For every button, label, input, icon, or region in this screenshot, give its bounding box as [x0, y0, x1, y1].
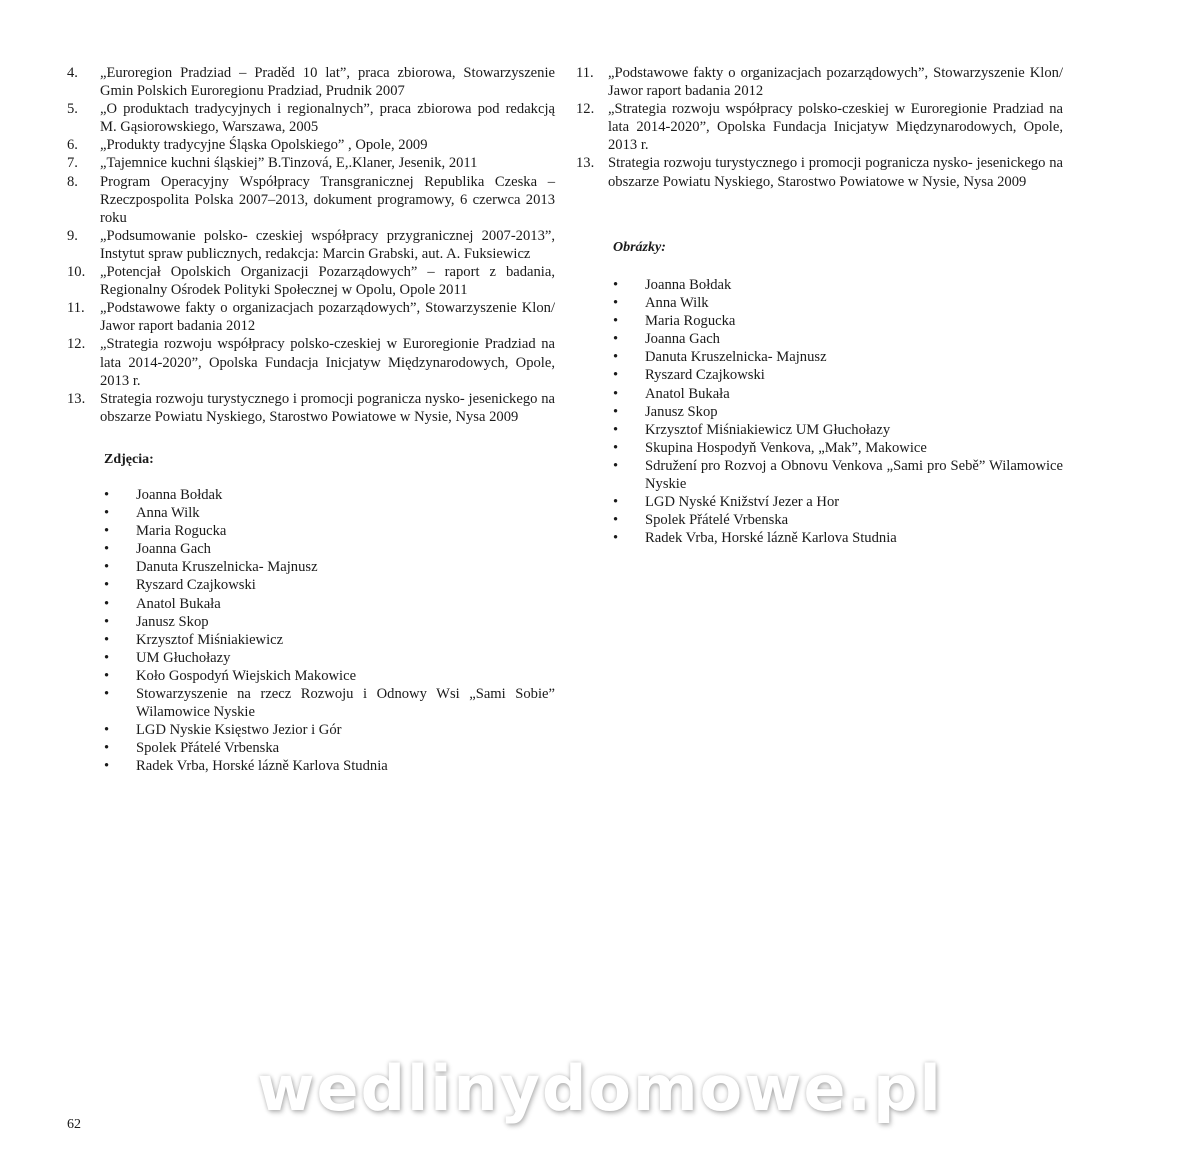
list-item — [613, 276, 1063, 294]
list-item — [104, 540, 555, 558]
bullet-icon: • — [104, 649, 110, 666]
bullet-icon: • — [613, 367, 619, 384]
list-item — [613, 330, 1063, 348]
list-item — [613, 385, 1063, 403]
list-item — [104, 595, 555, 613]
bullet-icon: • — [613, 403, 619, 420]
list-item-text: Janusz Skop — [136, 613, 209, 630]
reference-number: 6. — [67, 137, 78, 154]
list-item-text: LGD Nyské Knižství Jezer a Hor — [645, 494, 840, 511]
list-item — [613, 421, 1063, 439]
reference-item — [67, 390, 555, 426]
list-item — [104, 576, 555, 594]
reference-number: 8. — [67, 173, 78, 190]
bullet-icon: • — [613, 385, 619, 402]
reference-number: 13. — [576, 155, 595, 172]
reference-number: 4. — [67, 65, 78, 81]
list-item-text: UM Głuchołazy — [136, 649, 231, 666]
list-item — [613, 294, 1063, 312]
bullet-icon: • — [613, 295, 619, 312]
bullet-icon: • — [613, 494, 619, 511]
bullet-icon: • — [104, 505, 110, 522]
list-item-text: Joanna Bołdak — [645, 277, 732, 293]
bullet-icon: • — [613, 439, 619, 456]
list-item-text: Maria Rogucka — [645, 313, 736, 330]
list-item-text: Anatol Bukała — [645, 385, 730, 402]
list-item-text: Koło Gospodyń Wiejskich Makowice — [136, 667, 357, 684]
reference-item — [67, 136, 555, 154]
bullet-icon: • — [104, 523, 110, 540]
list-item-text: Spolek Přátelé Vrbenska — [645, 512, 789, 529]
list-item — [104, 486, 555, 504]
bullet-icon: • — [613, 331, 619, 348]
list-item — [104, 667, 555, 685]
reference-number: 5. — [67, 101, 78, 118]
list-item-text: Joanna Gach — [136, 541, 211, 558]
bullet-icon: • — [104, 487, 110, 503]
reference-number: 7. — [67, 155, 78, 172]
bullet-icon: • — [613, 421, 619, 438]
list-item-text: Maria Rogucka — [136, 523, 227, 540]
bullet-icon: • — [613, 277, 619, 293]
list-item-text: Ryszard Czajkowski — [645, 367, 765, 384]
reference-text: „Euroregion Pradziad – Praděd 10 lat”, praca zbiorowa, Stowarzyszenie Gmin Polskich Euroregionu Pradziad, Prudnik 2007 — [100, 65, 555, 100]
list-item — [104, 504, 555, 522]
reference-text: „Strategia rozwoju współpracy polsko-czeskiej w Euroregionie Pradziad na lata 2014-2020”, Opolska Fundacja Inicjatyw Międzynarodowych, Opole, 2013 r. — [608, 101, 1063, 154]
reference-text: „Strategia rozwoju współpracy polsko-czeskiej w Euroregionie Pradziad na lata 2014-2020”, Opolska Fundacja Inicjatyw Międzynarodowych, Opole, 2013 r. — [100, 336, 555, 389]
bullet-icon: • — [104, 613, 110, 630]
list-item-text: Krzysztof Miśniakiewicz UM Głuchołazy — [645, 421, 891, 438]
list-item — [104, 558, 555, 576]
reference-item — [67, 263, 555, 299]
reference-item — [67, 64, 555, 100]
reference-number: 13. — [67, 390, 86, 407]
reference-item — [576, 154, 1063, 190]
bullet-icon: • — [104, 686, 110, 703]
list-item-text: Anna Wilk — [645, 295, 709, 312]
list-item — [104, 739, 555, 757]
list-item — [613, 493, 1063, 511]
list-item-text: Skupina Hospodyň Venkova, „Mak”, Makowice — [645, 439, 927, 456]
list-item — [104, 522, 555, 540]
list-item-text: Krzysztof Miśniakiewicz — [136, 631, 284, 648]
list-item — [613, 511, 1063, 529]
reference-item — [67, 173, 555, 227]
reference-text: „O produktach tradycyjnych i regionalnych”, praca zbiorowa pod redakcją M. Gąsiorowskiego, Warszawa, 2005 — [100, 101, 555, 136]
bullet-icon: • — [104, 722, 110, 739]
reference-number: 12. — [67, 336, 86, 353]
list-item-text: LGD Nyskie Księstwo Jezior i Gór — [136, 722, 342, 739]
list-item-text: Danuta Kruszelnicka- Majnusz — [645, 349, 827, 366]
reference-number: 12. — [576, 101, 595, 118]
list-item — [613, 348, 1063, 366]
list-item-text: Joanna Gach — [645, 331, 720, 348]
reference-number: 11. — [576, 65, 594, 81]
reference-text: „Podstawowe fakty o organizacjach pozarządowych”, Stowarzyszenie Klon/ Jawor raport badania 2012 — [100, 300, 555, 335]
bullet-icon: • — [104, 758, 110, 775]
bullet-icon: • — [613, 530, 619, 547]
list-item-text: Joanna Bołdak — [136, 487, 223, 503]
list-item-text: Anna Wilk — [136, 505, 200, 522]
left-references-list — [67, 64, 555, 426]
reference-text: Strategia rozwoju turystycznego i promocji pogranicza nysko- jesenickego na obszarze Powiatu Nyskiego, Starostwo Powiatowe w Nysie, Nysa 2009 — [608, 155, 1063, 190]
list-item-text: Danuta Kruszelnicka- Majnusz — [136, 559, 318, 576]
list-item-text: Stowarzyszenie na rzecz Rozwoju i Odnowy Wsi „Sami Sobie” Wilamowice Nyskie — [136, 686, 555, 721]
list-item-text: Ryszard Czajkowski — [136, 577, 256, 594]
list-item — [613, 312, 1063, 330]
photos-heading-cz: Obrázky: — [613, 240, 666, 255]
reference-item — [67, 227, 555, 263]
list-item — [104, 649, 555, 667]
reference-text: „Produkty tradycyjne Śląska Opolskiego” , Opole, 2009 — [100, 137, 428, 154]
list-item — [104, 685, 555, 721]
bullet-icon: • — [104, 740, 110, 757]
list-item-text: Radek Vrba, Horské lázně Karlova Studnia — [136, 758, 388, 775]
page-number: 62 — [67, 1117, 81, 1132]
reference-text: „Tajemnice kuchni śląskiej” B.Tinzová, E,.Klaner, Jesenik, 2011 — [100, 155, 478, 172]
list-item — [104, 757, 555, 775]
reference-number: 11. — [67, 300, 85, 317]
reference-text: Strategia rozwoju turystycznego i promocji pogranicza nysko- jesenickego na obszarze Powiatu Nyskiego, Starostwo Powiatowe w Nysie, Nysa 2009 — [100, 390, 555, 425]
list-item — [613, 403, 1063, 421]
reference-number: 10. — [67, 264, 86, 281]
reference-number: 9. — [67, 227, 78, 244]
list-item — [104, 631, 555, 649]
bullet-icon: • — [104, 541, 110, 558]
bullet-icon: • — [104, 577, 110, 594]
right-references-list — [576, 64, 1063, 191]
photos-list-cz — [613, 276, 1063, 547]
list-item-text: Sdružení pro Rozvoj a Obnovu Venkova „Sami pro Sebě” Wilamowice Nyskie — [645, 457, 1063, 493]
bullet-icon: • — [613, 512, 619, 529]
photos-heading-pl: Zdjęcia: — [104, 452, 154, 467]
list-item — [613, 457, 1063, 493]
list-item-text: Spolek Přátelé Vrbenska — [136, 740, 280, 757]
reference-item — [67, 335, 555, 389]
list-item — [613, 366, 1063, 384]
list-item-text: Radek Vrba, Horské lázně Karlova Studnia — [645, 530, 897, 547]
bullet-icon: • — [104, 559, 110, 576]
list-item-text: Janusz Skop — [645, 403, 718, 420]
reference-item — [67, 299, 555, 335]
photos-list-pl — [104, 486, 555, 776]
list-item — [104, 721, 555, 739]
bullet-icon: • — [104, 595, 110, 612]
list-item — [104, 613, 555, 631]
reference-item — [576, 100, 1063, 154]
bullet-icon: • — [613, 349, 619, 366]
bullet-icon: • — [104, 631, 110, 648]
bullet-icon: • — [613, 313, 619, 330]
bullet-icon: • — [104, 667, 110, 684]
reference-item — [576, 64, 1063, 100]
reference-text: Program Operacyjny Współpracy Transgranicznej Republika Czeska – Rzeczpospolita Polska 2007–2013, dokument programowy, 6 czerwca 2013 roku — [100, 173, 555, 226]
reference-item — [67, 100, 555, 136]
reference-text: „Potencjał Opolskich Organizacji Pozarządowych” – raport z badania, Regionalny Ośrodek Polityki Społecznej w Opolu, Opole 2011 — [100, 264, 555, 299]
reference-item — [67, 154, 555, 172]
reference-text: „Podstawowe fakty o organizacjach pozarządowych”, Stowarzyszenie Klon/ Jawor raport badania 2012 — [608, 65, 1063, 100]
watermark: wedlinydomowe.pl — [257, 1052, 943, 1125]
list-item — [613, 529, 1063, 547]
bullet-icon: • — [613, 457, 619, 474]
reference-text: „Podsumowanie polsko- czeskiej współpracy przygranicznej 2007-2013”, Instytut spraw publicznych, redakcja: Marcin Grabski, aut. A. Fuksiewicz — [100, 227, 555, 262]
list-item-text: Anatol Bukała — [136, 595, 221, 612]
list-item — [613, 439, 1063, 457]
